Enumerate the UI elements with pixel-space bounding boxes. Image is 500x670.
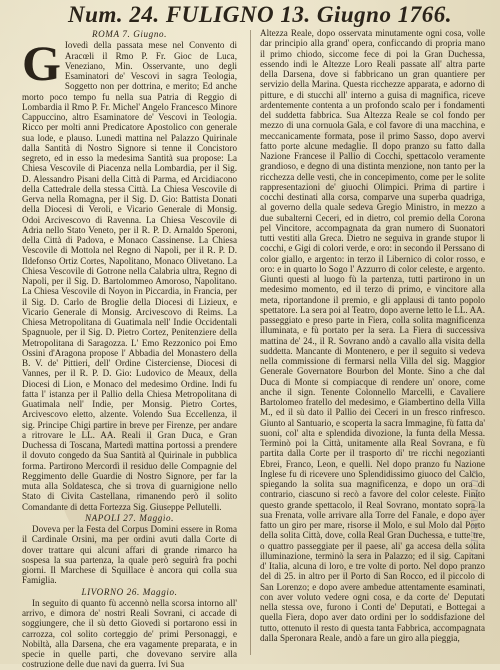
dateline-roma: ROMA 7. Giugno. <box>91 29 167 39</box>
right-column <box>260 28 485 658</box>
dateline-napoli: NAPOLI 27. Maggio. <box>84 512 175 523</box>
left-column <box>22 28 237 670</box>
article-roma <box>22 35 237 512</box>
article-text: In seguito di quanto fù accennò nella scorsa intorno all' arrivo, e dimora de' nostri Reali Sovrani, ci accade di soggiungere, che il sù detto Giovedì si portarono essi in carrozza, col solito corteggio de' primi Personaggi, e Nobiltà, alla Darsena, che era vagamente preparata, e in specie in quelle parti, che dovevano servire alla costruzione delle due navi da guerra. Ivi Sua <box>22 597 237 670</box>
column-divider <box>250 30 251 655</box>
article-text: Doveva per la Festa del Corpus Domini essere in Roma il Cardinale Orsini, ma per ordini avuti dalla Corte di dover trattare qui alcuni affari di grande rimarco ha sospesa la sua partenza, la quale però seguirà fra pochi giorni. Il Marchese di Squillace è ancora qui colla sua Famiglia. <box>22 524 237 586</box>
article-text: Iovedì della passata mese nel Convento di Aracœli il Rmo P. Fr. Gioc de Luca, Veneziano, Min. Osservante, uno degli Esaminatori de' Vescovi in sagra Teologia, Soggetto non per dottrina, e merito; Ed anche morto poco tempo fu nella sua Patria di Reggio di Lombardia il Rmo P. Fr. Michel' Angelo Francesco Minore Cappuccino, altro Esaminatore de' Vescovi in Teologia. Ricco per molti anni Predicatore Apostolico con generale sua lode, e plauso. Lunedì mattina nel Palazzo Quirinale dalla Santità di Nostro Signore si tenne il Concistoro segreto, ed in esso la medesima Santità sua propose: La Chiesa Vescovile di Piacenza nella Lombardia, per il Sig. D. Alessandro Pisani della Città di Parma, ed Arcidiacono della Cattedrale della stessa Città. La Chiesa Vescovile di Gerva nella Romagna, per il Sig. D. Gio: Battista Donati della Diocesi di Veroli, e Vicario Generale di Monsig. Odoi Arcivescovo di Ravenna. La Chiesa Vescovile di Adria nello Stato Veneto, per il R. P. D. Arnaldo Speroni, della Città di Padova, e Monaco Cassinense. La Chiesa Vescovile di Mottola nel Regno di Napoli, per il R. P. D. Ildefonso Ortiz Cortes, Napolitano, Monaco Olivetano. La Chiesa Vescovile di Gotrone nella Calabria ultra, Regno di Napoli, per il Sig. D. Bartolommeo Amoroso, Napolitano. La Chiesa Vescovile di Noyon in Piccardia, in Francia, per il Sig. D. Carlo de Broglie della Diocesi di Lizieux, e Vicario Generale di Monsig. Arcivescovo di Reims. La Chiesa Metropolitana di Guatimala nell' Indie Occidentali Spagnuole, per il Sig. D. Pietro Cortez, Penitenziere della Metropolitana di Saragozza. L' Emo Rezzonico poi Emo Ossini d'Aragona propose l' Abbadia del Monastero della B. V. de' Pittieri, dell' Ordine Cisterciense, Diocesi di Vannes, per il R. P. D. Gio: Ludovico de Meaux, della Diocesi di Lion, e Monaco del medesimo Ordine. Indi fu fatta l' istanza per il Pallio della Chiesa Metropolitana di Guatimala nell' Indie, per Monsig. Pietro Cortes, Arcivescovo eletto, alzente. Volendo Sua Eccellenza, il sig. Principe Chigi partire in breve per Firenze, per andare a ritrovare le LL. AA. Reali il Gran Duca, e Gran Duchessa di Toscana, Martedì mattina portossi a prendere il dovuto congedo da Sua Santità al Quirinale in pubblica forma. Partirono Mercordì il residuo delle Compagnie del Reggimento delle Guardie di Nostro Signore, per far la muta alla Soldatesca, che si trova di guarnigione nello Stato di Civita Castellana, rimanendo però il solito Comandante di detta Fortezza Sig. Giuseppe Pellutelli. <box>22 40 237 512</box>
dateline-livorno: LIVORNO 26. Maggio. <box>81 586 178 597</box>
masthead-title: Num. 24. FULIGNO 13. Giugno 1766. <box>68 2 452 27</box>
dropcap-letter: G <box>22 35 61 92</box>
article-text: Altezza Reale, dopo osservata minutamente ogni cosa, volle dar principio alla grand' opera, conficcando di propria mano il primo chiodo, siccome fece di poi la Gran Duchessa, essendo indi le Altezze Loro Reali passate all' altra parte della Darsena, dove si fabbricano un gran quantiere per servizio della Marina. Questa ricchezze apparata, e adorno di pitture, e di stucchi all' interno a guisa di magnifica, riceve ardentemente contenta a un profondo scalo per i fondamenti del suddetta fabbrica. Sua Altezza Reale se col fondo per mezzo di una cornuola Gala, e col favore di una macchina, e meccanicamente formata, pose il primo Sasso, dopo avervi fatto porte alcune medaglie. Il dopo pranzo su fatto dalla Nazione Francese il Pallio di Cocchi, spettacolo veramente grandioso, e degno di una distinta menzione, non tanto per la ricchezza delle vesti, che in concepimento, come per le solite rappresentazioni de' giuochi Olimpici. Prima di partire i cocchi destinati alla corsa, comparve una superba quadriga, al governo della quale sedeva Gregio Ministro, in mezzo a due subalterni Ceceri, ed in dietro, col premio della Corona pel Vincitore, accompagnata da gran numero di Suonatori tutti vestiti alla Greca. Dietro ne seguiva in grande stupor li cocchi, e Gigi di colori verde, e oro: in secondo il Perssano di color giallo, e argento: in terzo il Libernico di color rosso, e oro: e in quarto lo Sogo l' Azzurro di color celeste, e argento. Giunti questi al luogo fù la partenza, tutti partirono in un medesimo momento, ed il terzo di primo, e vincitore alla meta, riportandone il premio, e gli applausi di tanto popolo spettatore. La sera poi al Teatro, dopo averne letto le LL. AA. passeggiato e preso parte in Fiera, colla solita magnificenza illuminata, e fù portato per la sera. La Fiera di successiva mattina de' 24., il R. Sovrano andò a cavallo alla visita della suddetta. Mancante di Montenero, e per il seguito si vedeva nella commissione di fermarsi nella Villa del sig. Maggior Generale Governatore Bourbon del Monte. Sino a che dal Duca di Monte si compiacque di rendere un' onore, come anche il sign. Tenente Colonnello Marcelli, e Cavaliere Bartolomeo fratello del medesimo, e Giambertino della Villa M., ed il sù dato il Pallio dei Ceceri in un fresco rinfresco. Giunto al Santuario, e scoperta la sacra Immagine, fù fatta da' suoni, col' alta e splendida divozione, la funta della Messa. Terminò poi la Città, unitamente alla Real Sovrana, e fù partita dalla Corte per il trasporto di' tre ricchi negozianti Ebrei, Franco, Leon, e quelli. Nel dopo pranzo fu Nazione Inglese fu di ricevere uno Splendidissimo giuoco del Calcio, spiegando la solita sua magnificenza, e dopo un ora di contrario, ciascuno si recò a favore del color celeste. Finito questo grande spettacolo, il Real Sovrano, montato sopra la sua Frenata, volle arrivare alla Torre del Fanale, e dopo aver fatto un giro per mare, risorse il Molo, e sul Molo dal Porto della solita Città, dove, colla Real Gran Duchessa, e tutte tre, o quattro passeggiate per il paese, ali' ga accesa della solita illuminazione, terminò la sera in Palazzo; ed il sig. Capitani d' Italia, alcuna di loro, e tre volte di porto. Nel dopo pranzo del dì 25. in altro per il Porto di San Rocco, ed il piccolo di San Lorenzo; e dopo avere ambedue attentamente esaminati, con aver voluto vedere ogni cosa, e da corte de' Deputati nella stessa ove, furono i Conti de' Deputati, e Bottegai a quella Fiera, dopo aver dato ordini per lo soddisfazione del tutto, ottenuto il resto di questa tanta Fabbrica, accompagnata dalla Speronara Reale, andò a fare un giro alla pieggia, <box>260 28 485 643</box>
margin-stamp: GUITOLARELLI <box>468 470 480 558</box>
